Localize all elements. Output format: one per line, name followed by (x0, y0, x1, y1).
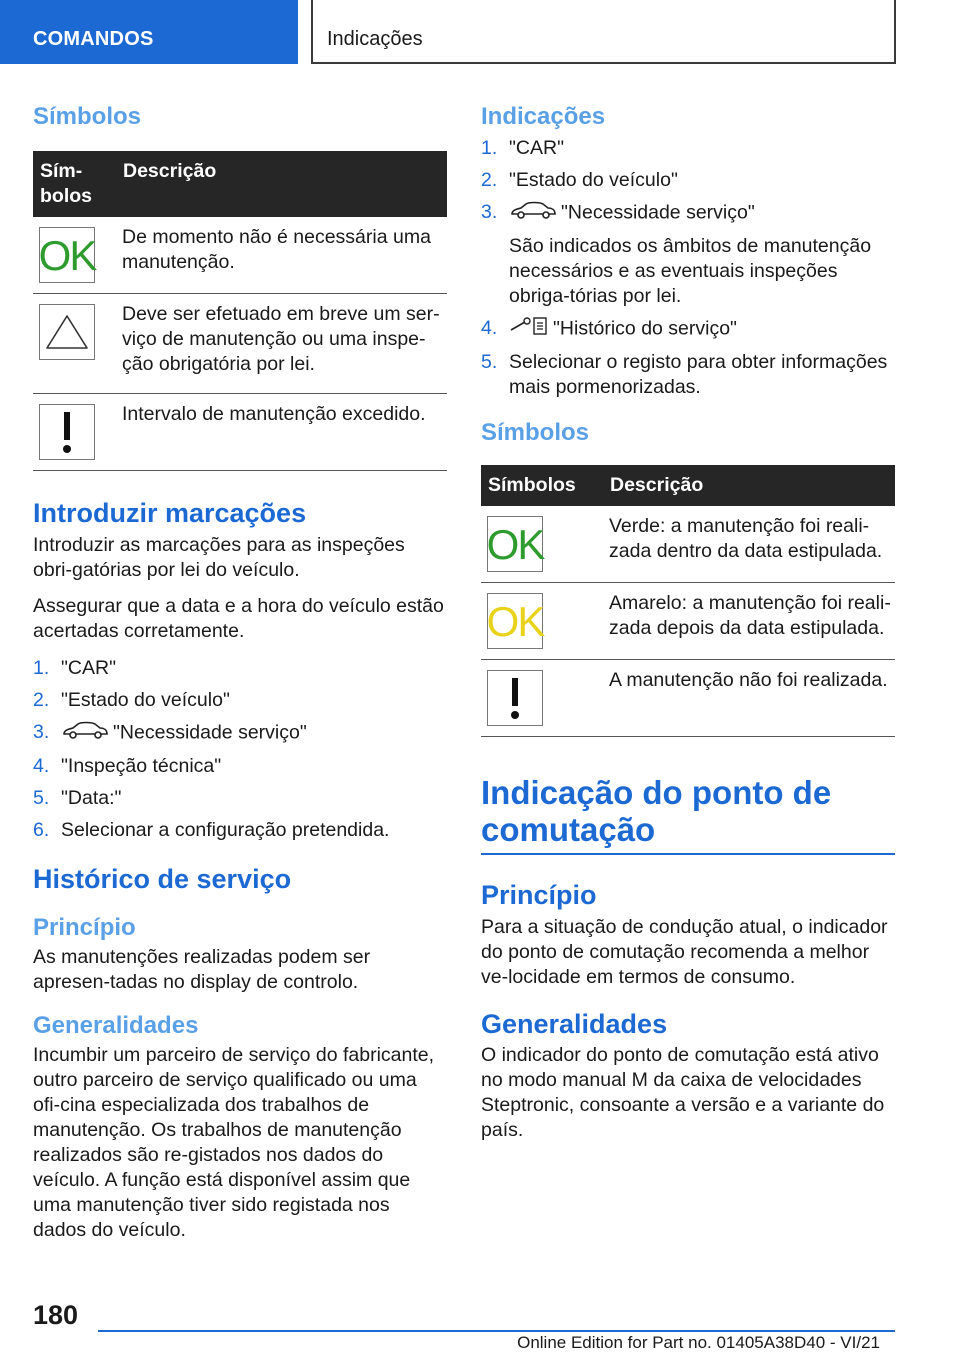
historico-heading: Histórico de serviço (33, 863, 292, 894)
table-header-symbols: Símbolos (481, 465, 603, 506)
symbols-table-right (481, 465, 895, 737)
car-icon (509, 200, 557, 227)
symbols-table (33, 151, 447, 471)
row-description: Deve ser efetuado em breve um ser-viço de manutenção ou uma inspe-ção obrigatória por lei. (116, 294, 447, 394)
list-item: 1. "CAR" (33, 656, 117, 679)
row-description: Amarelo: a manutenção foi reali-zada depois da data estipulada. (603, 583, 895, 660)
car-icon (61, 720, 109, 747)
service-history-icon (509, 316, 549, 343)
step-subtext: São indicados os âmbitos de manutenção necessários e as eventuais inspeções obriga-tórias por lei. (509, 235, 872, 307)
list-item: 3. "Necessidade serviço" São indicados os âmbitos de manutenção necessários e as eventuais inspeções obriga-tórias por lei. (481, 200, 895, 309)
introduzir-paragraph-1: Introduzir as marcações para as inspeções obri-gatórias por lei do veículo. (33, 533, 405, 581)
list-item: 5. Selecionar o registo para obter informações mais pormenorizadas. (481, 351, 888, 398)
list-item: 2. "Estado do veículo" (33, 688, 230, 711)
table-row (33, 217, 447, 294)
principio-heading-right: Princípio (481, 879, 597, 910)
table-row (481, 583, 895, 660)
left-column (33, 98, 447, 1243)
right-column (481, 98, 895, 1143)
page-number: 180 (33, 1300, 79, 1330)
ok-yellow-icon: OK (487, 593, 543, 649)
list-item: 5. "Data:" (33, 786, 122, 809)
simbolos-heading-right: Símbolos (481, 419, 590, 446)
introduzir-heading: Introduzir marcações (33, 498, 307, 528)
indicacoes-heading: Indicações (481, 103, 606, 130)
generalidades-paragraph: Incumbir um parceiro de serviço do fabricante, outro parceiro de serviço qualificado ou uma ofi-cina especializada dos trabalhos de manutenção. Os trabalhos de manutenção realizados são re-gistados nos dados do veículo. A função está disponível assim que uma manutenção tiver sido registada nos dados do veículo. (33, 1043, 435, 1241)
table-row (33, 294, 447, 394)
row-description: A manutenção não foi realizada. (603, 660, 895, 737)
warning-triangle-icon (39, 304, 95, 360)
list-item: 2. "Estado do veículo" (481, 169, 678, 191)
list-item: 4. "Inspeção técnica" (33, 754, 222, 777)
list-item: 3. "Necessidade serviço" (33, 720, 447, 747)
section-header: Indicações (311, 0, 896, 64)
list-item: 4. "Histórico do serviço" (481, 316, 895, 343)
simbolos-heading: Símbolos (33, 103, 142, 130)
exclamation-icon (39, 404, 95, 460)
footer-edition: Online Edition for Part no. 01405A38D40 - VI/21 (517, 1333, 880, 1352)
ok-green-icon: OK (39, 227, 95, 283)
principio-paragraph: As manutenções realizadas podem ser apresen-tadas no display de controlo. (33, 945, 371, 993)
table-header-description: Descrição (116, 151, 447, 217)
table-header-description: Descrição (603, 465, 895, 506)
principio-heading: Princípio (33, 913, 136, 941)
list-item: 1. "CAR" (481, 137, 565, 159)
section-tab: COMANDOS (0, 0, 298, 64)
generalidades-paragraph-right: O indicador do ponto de comutação está ativo no modo manual M da caixa de velocidades Steptronic, consoante a versão e a variante do país. (481, 1044, 885, 1142)
row-description: Intervalo de manutenção excedido. (116, 394, 447, 471)
table-row (33, 394, 447, 471)
principio-paragraph-right: Para a situação de condução atual, o indicador do ponto de comutação recomenda a melhor ve-locidade em termos de consumo. (481, 915, 888, 988)
table-row (481, 660, 895, 737)
generalidades-heading-right: Generalidades (481, 1008, 668, 1039)
introduzir-paragraph-2: Assegurar que a data e a hora do veículo estão acertadas corretamente. (33, 594, 444, 642)
table-header-symbols: Sím- bolos (33, 151, 116, 217)
introduzir-steps (33, 656, 447, 843)
generalidades-heading: Generalidades (33, 1011, 199, 1039)
row-description: De momento não é necessária uma manutenção. (116, 217, 447, 294)
table-row (481, 506, 895, 583)
row-description: Verde: a manutenção foi reali-zada dentro da data estipulada. (603, 506, 895, 583)
exclamation-icon (487, 670, 543, 726)
footer-divider (98, 1330, 895, 1332)
list-item: 6. Selecionar a configuração pretendida. (33, 818, 390, 841)
indicacoes-steps (481, 136, 895, 400)
ponto-comutacao-heading: Indicação do ponto de comutação (481, 775, 895, 855)
ok-green-icon: OK (487, 516, 543, 572)
